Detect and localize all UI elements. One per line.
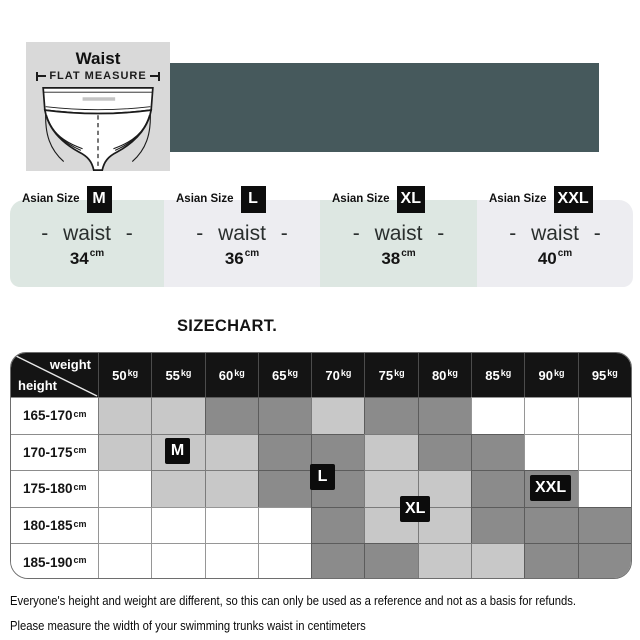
weight-col-header: 50 $^{kg}$ <box>98 353 151 397</box>
table-row <box>11 507 631 544</box>
waist-value <box>320 249 477 269</box>
fit-cell <box>98 507 151 544</box>
fit-cell <box>524 543 577 579</box>
height-row-header: 175-180 $^{cm}$ <box>11 470 98 507</box>
teal-banner <box>170 63 599 152</box>
fit-cell <box>524 507 577 544</box>
weight-col-header: 90 $^{kg}$ <box>524 353 577 397</box>
waist-number: 38 <box>381 249 401 268</box>
waist-unit: cm <box>401 248 416 260</box>
height-row-header: 180-185 $^{cm}$ <box>11 507 98 544</box>
fit-cell <box>524 397 577 434</box>
fit-cell <box>151 397 204 434</box>
size-panel-m <box>10 190 164 287</box>
fit-cell <box>258 470 311 507</box>
size-badge-xxl: XXL <box>554 186 593 213</box>
fit-cell <box>258 507 311 544</box>
table-corner-cell <box>11 353 98 397</box>
asian-size-label: Asian Size <box>332 193 390 205</box>
table-size-badge-l: L <box>310 464 335 490</box>
fit-cell <box>151 470 204 507</box>
fit-cell <box>364 397 417 434</box>
fit-cell <box>471 397 524 434</box>
weight-col-header: 60 $^{kg}$ <box>205 353 258 397</box>
waist-value <box>10 249 164 269</box>
weight-col-header: 65 $^{kg}$ <box>258 353 311 397</box>
fit-cell <box>205 543 258 579</box>
weight-col-header: 55 $^{kg}$ <box>151 353 204 397</box>
panel-head <box>176 185 266 213</box>
size-table <box>10 352 632 579</box>
fit-cell <box>418 397 471 434</box>
fit-cell <box>311 543 364 579</box>
weight-col-header: 70 $^{kg}$ <box>311 353 364 397</box>
fit-cell <box>205 434 258 471</box>
fit-cell <box>98 543 151 579</box>
fit-cell <box>471 543 524 579</box>
fit-cell <box>471 434 524 471</box>
waist-unit: cm <box>244 248 260 260</box>
table-row <box>11 543 631 579</box>
fit-cell <box>364 543 417 579</box>
waist-label: - waist - <box>41 222 133 245</box>
table-row <box>11 397 631 434</box>
fit-cell <box>258 543 311 579</box>
table-header-row <box>11 353 631 397</box>
asian-size-label: Asian Size <box>176 193 234 205</box>
disclaimer-line-1: Everyone's height and weight are different, so this can only be used as a reference and not as a basis for refunds. <box>10 594 577 608</box>
corner-height-label: height <box>18 378 57 393</box>
height-row-header: 165-170 $^{cm}$ <box>11 397 98 434</box>
fit-cell <box>205 470 258 507</box>
fit-cell <box>418 543 471 579</box>
fit-cell <box>205 397 258 434</box>
fit-cell <box>98 434 151 471</box>
waist-label: - waist - <box>352 222 445 245</box>
waist-number: 40 <box>537 249 557 268</box>
fit-cell <box>578 470 631 507</box>
table-size-badge-xxl: XXL <box>530 475 571 501</box>
corner-weight-label: weight <box>49 357 91 372</box>
waist-number: 34 <box>69 249 89 268</box>
flat-measure-label: FLAT MEASURE <box>49 70 147 82</box>
measure-line-right <box>150 75 158 77</box>
briefs-illustration-icon <box>38 84 158 174</box>
fit-cell <box>258 434 311 471</box>
waist-unit: cm <box>89 248 105 260</box>
disclaimer <box>10 589 638 639</box>
waist-value <box>477 249 633 269</box>
diagram-title: Waist <box>75 49 121 68</box>
size-badge-l: L <box>241 186 266 213</box>
fit-cell <box>311 397 364 434</box>
fit-cell <box>578 543 631 579</box>
fit-cell <box>524 434 577 471</box>
size-panel-xl <box>320 190 477 287</box>
size-panel-l <box>164 190 320 287</box>
panel-head <box>22 185 112 213</box>
fit-cell <box>578 434 631 471</box>
fit-cell <box>205 507 258 544</box>
panel-head <box>489 185 593 213</box>
weight-col-header: 80 $^{kg}$ <box>418 353 471 397</box>
asian-size-label: Asian Size <box>489 193 547 205</box>
size-badge-m: M <box>87 186 112 213</box>
fit-cell <box>311 507 364 544</box>
size-badge-xl: XL <box>397 186 425 213</box>
waist-label: - waist - <box>196 222 288 245</box>
disclaimer-line-2: Please measure the width of your swimming trunks waist in centimeters <box>10 619 366 633</box>
weight-col-header: 85 $^{kg}$ <box>471 353 524 397</box>
fit-cell <box>151 543 204 579</box>
fit-cell <box>151 507 204 544</box>
fit-cell <box>578 507 631 544</box>
weight-col-header: 75 $^{kg}$ <box>364 353 417 397</box>
measure-tick-right <box>158 72 160 81</box>
fit-cell <box>418 434 471 471</box>
size-panel-xxl <box>477 190 633 287</box>
height-row-header: 170-175 $^{cm}$ <box>11 434 98 471</box>
flat-measure-arrow <box>36 70 160 82</box>
fit-cell <box>578 397 631 434</box>
waist-unit: cm <box>557 248 573 260</box>
fit-cell <box>258 397 311 434</box>
waist-value <box>164 249 320 269</box>
table-size-badge-m: M <box>165 438 190 464</box>
fit-cell <box>471 470 524 507</box>
weight-col-header: 95 $^{kg}$ <box>578 353 631 397</box>
fit-cell <box>98 470 151 507</box>
waist-measure-diagram <box>26 42 170 171</box>
fit-cell <box>364 434 417 471</box>
fit-cell <box>98 397 151 434</box>
asian-size-label: Asian Size <box>22 193 80 205</box>
waist-number: 36 <box>224 249 244 268</box>
fit-cell <box>471 507 524 544</box>
measure-line-left <box>38 75 46 77</box>
table-size-badge-xl: XL <box>400 496 430 522</box>
panel-head <box>332 185 425 213</box>
sizechart-heading: SIZECHART. <box>177 317 278 335</box>
waist-label: - waist - <box>509 222 601 245</box>
height-row-header: 185-190 $^{cm}$ <box>11 543 98 579</box>
